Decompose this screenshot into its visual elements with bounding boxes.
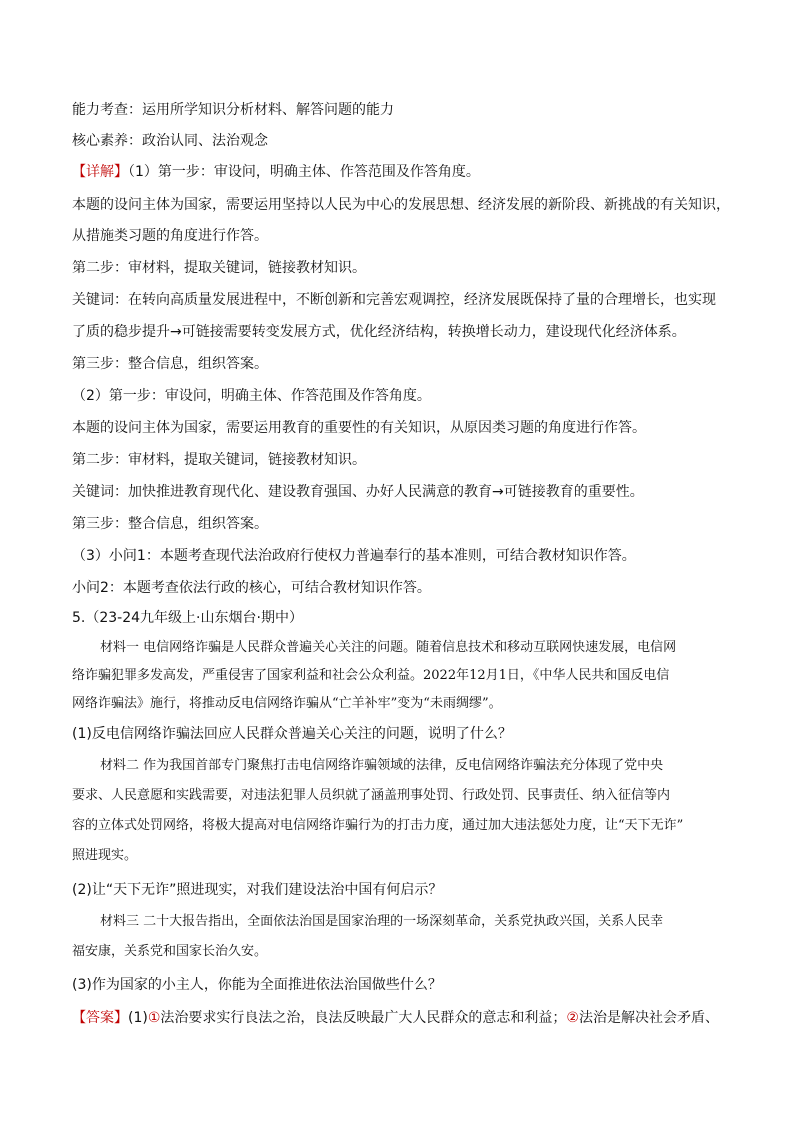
answer-line — [72, 1008, 732, 1028]
answer-text-2: 法治是解决社会矛盾、 — [578, 1010, 719, 1026]
detail-line — [72, 162, 732, 182]
material-three-line: 福安康，关系党和国家长治久安。 — [72, 944, 268, 959]
paragraph-line: （3）小问1：本题考查现代法治政府行使权力普遍奉行的基本准则，可结合教材知识作答。 — [72, 548, 636, 564]
material-three-line: 材料三 二十大报告指出，全面依法治国是国家治理的一场深刻革命，关系党执政兴国，关系人民幸 — [100, 914, 664, 929]
material-two-line: 材料二 作为我国首部专门聚焦打击电信网络诈骗领域的法律，反电信网络诈骗法充分体现了党中央 — [100, 758, 664, 773]
answer-tag: 【答案】 — [72, 1010, 128, 1026]
circled-one-mark: ① — [147, 1010, 161, 1026]
sub-question-1: (1)反电信网络诈骗法回应人民群众普遍关心关注的问题，说明了什么？ — [72, 726, 512, 742]
material-two-line: 容的立体式处罚网络，将极大提高对电信网络诈骗行为的打击力度，通过加大违法惩处力度，让“天下无诈” — [72, 818, 684, 833]
detail-text: （1）第一步：审设问，明确主体、作答范围及作答角度。 — [128, 164, 480, 180]
paragraph-line: 第二步：审材料，提取关键词，链接教材知识。 — [72, 452, 366, 468]
literacy-line: 核心素养：政治认同、法治观念 — [72, 133, 268, 149]
material-two-line: 照进现实。 — [72, 848, 138, 863]
paragraph-line: 从措施类习题的角度进行作答。 — [72, 228, 268, 244]
question-heading: 5.（23-24九年级上·山东烟台·期中） — [72, 610, 303, 626]
material-one-line: 络诈骗犯罪多发高发，严重侵害了国家利益和社会公众利益。2022年12月1日，《中华人民共和国反电信 — [72, 668, 670, 683]
paragraph-line: 第二步：审材料，提取关键词，链接教材知识。 — [72, 260, 366, 276]
paragraph-line: 本题的设问主体为国家，需要运用教育的重要性的有关知识，从原因类习题的角度进行作答。 — [72, 420, 646, 436]
paragraph-line: 第三步：整合信息，组织答案。 — [72, 516, 268, 532]
paragraph-line: 本题的设问主体为国家，需要运用坚持以人民为中心的发展思想、经济发展的新阶段、新挑战的有关知识， — [72, 197, 730, 213]
sub-question-2: (2)让“天下无诈”照进现实，对我们建设法治中国有何启示？ — [72, 882, 443, 898]
circled-two-mark: ② — [566, 1010, 579, 1026]
ability-line: 能力考查：运用所学知识分析材料、解答问题的能力 — [72, 102, 394, 118]
paragraph-line: （2）第一步：审设问，明确主体、作答范围及作答角度。 — [72, 388, 431, 404]
paragraph-line: 第三步：整合信息，组织答案。 — [72, 356, 268, 372]
sub-question-3: (3)作为国家的小主人，你能为全面推进依法治国做些什么？ — [72, 977, 442, 993]
paragraph-line: 关键词：在转向高质量发展进程中，不断创新和完善宏观调控，经济发展既保持了量的合理增长，也实现 — [72, 292, 716, 308]
paragraph-line: 了质的稳步提升→可链接需要转变发展方式，优化经济结构，转换增长动力，建设现代化经济体系。 — [72, 324, 686, 340]
paragraph-line: 小问2：本题考查依法行政的核心，可结合教材知识作答。 — [72, 580, 431, 596]
material-one-line: 材料一 电信网络诈骗是人民群众普遍关心关注的问题。随着信息技术和移动互联网快速发展，电信网 — [100, 640, 677, 655]
paragraph-line: 关键词：加快推进教育现代化、建设教育强国、办好人民满意的教育→可链接教育的重要性。 — [72, 484, 644, 500]
detail-tag: 【详解】 — [72, 164, 128, 180]
answer-text-1: 法治要求实行良法之治，良法反映最广大人民群众的意志和利益； — [160, 1010, 567, 1026]
material-one-line: 网络诈骗法》施行，将推动反电信网络诈骗从“亡羊补牢”变为“未雨绸缪”。 — [72, 696, 502, 711]
material-two-line: 要求、人民意愿和实践需要，对违法犯罪人员织就了涵盖刑事处罚、行政处罚、民事责任、纳入征信等内 — [72, 788, 671, 803]
answer-prefix: (1) — [128, 1010, 148, 1026]
